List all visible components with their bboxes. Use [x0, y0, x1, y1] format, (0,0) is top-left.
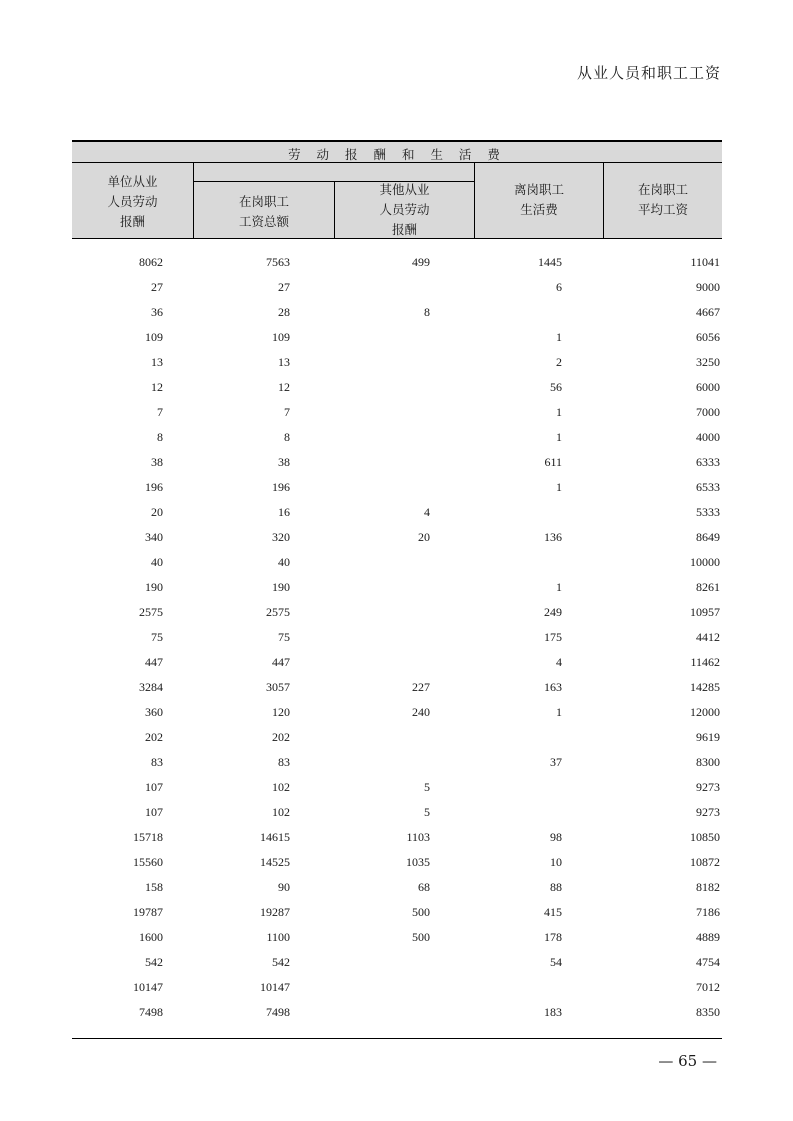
table-row: [72, 451, 722, 476]
table-cell: 27: [278, 280, 290, 294]
table-cell: 249: [544, 605, 562, 619]
table-row: [72, 976, 722, 1001]
table-cell: 1: [556, 580, 562, 594]
table-cell: 6333: [696, 455, 720, 469]
table-cell: 1103: [406, 830, 430, 844]
table-cell: 14615: [260, 830, 290, 844]
table-cell: 107: [145, 805, 163, 819]
table-cell: 5: [424, 780, 430, 794]
table-row: [72, 401, 722, 426]
table-cell: 37: [550, 755, 562, 769]
table-cell: 2575: [139, 605, 163, 619]
table-cell: 15560: [133, 855, 163, 869]
table-cell: 6000: [696, 380, 720, 394]
table-cell: 3284: [139, 680, 163, 694]
table-cell: 28: [278, 305, 290, 319]
table-cell: 102: [272, 805, 290, 819]
table-cell: 98: [550, 830, 562, 844]
table-cell: 542: [145, 955, 163, 969]
table-cell: 15718: [133, 830, 163, 844]
table-cell: 88: [550, 880, 562, 894]
table-row: [72, 626, 722, 651]
table-cell: 1: [556, 480, 562, 494]
table-cell: 2: [556, 355, 562, 369]
table-row: [72, 351, 722, 376]
table-cell: 4: [424, 505, 430, 519]
table-cell: 38: [278, 455, 290, 469]
table-cell: 183: [544, 1005, 562, 1019]
table-cell: 10872: [690, 855, 720, 869]
table-cell: 3250: [696, 355, 720, 369]
table-cell: 56: [550, 380, 562, 394]
table-row: [72, 426, 722, 451]
table-row: [72, 776, 722, 801]
table-row: [72, 951, 722, 976]
header-onpost-average-wage: 在岗职工 平均工资: [637, 182, 688, 217]
table-cell: 500: [412, 930, 430, 944]
table-cell: 360: [145, 705, 163, 719]
table-cell: 8062: [139, 255, 163, 269]
table-cell: 7186: [696, 905, 720, 919]
table-cell: 415: [544, 905, 562, 919]
table-cell: 196: [145, 480, 163, 494]
table-cell: 542: [272, 955, 290, 969]
table-cell: 10957: [690, 605, 720, 619]
table-cell: 9000: [696, 280, 720, 294]
table-row: [72, 526, 722, 551]
table-row: [72, 801, 722, 826]
table-cell: 7000: [696, 405, 720, 419]
table-cell: 447: [272, 655, 290, 669]
table-cell: 9273: [696, 805, 720, 819]
table-cell: 11041: [690, 255, 720, 269]
table-cell: 1445: [538, 255, 562, 269]
table-row: [72, 376, 722, 401]
table-cell: 120: [272, 705, 290, 719]
table-cell: 109: [145, 330, 163, 344]
header-offpost-living-expense: 离岗职工 生活费: [513, 182, 564, 217]
table-row: [72, 926, 722, 951]
table-cell: 320: [272, 530, 290, 544]
table-cell: 8649: [696, 530, 720, 544]
table-cell: 3057: [266, 680, 290, 694]
table-cell: 20: [418, 530, 430, 544]
table-cell: 202: [272, 730, 290, 744]
header-unit-labor-remuneration: 单位从业 人员劳动 报酬: [107, 174, 158, 229]
table-cell: 13: [278, 355, 290, 369]
table-cell: 40: [278, 555, 290, 569]
table-cell: 7: [157, 405, 163, 419]
table-cell: 1: [556, 430, 562, 444]
table-row: [72, 651, 722, 676]
table-cell: 202: [145, 730, 163, 744]
table-cell: 7: [284, 405, 290, 419]
table-cell: 75: [151, 630, 163, 644]
table-cell: 1100: [266, 930, 290, 944]
table-row: [72, 701, 722, 726]
table-cell: 19787: [133, 905, 163, 919]
table-cell: 6: [556, 280, 562, 294]
table-cell: 12000: [690, 705, 720, 719]
table-cell: 12: [278, 380, 290, 394]
table-cell: 8: [284, 430, 290, 444]
table-cell: 4412: [696, 630, 720, 644]
table-cell: 8: [157, 430, 163, 444]
table-body: [72, 239, 722, 1026]
table-cell: 158: [145, 880, 163, 894]
table-cell: 8: [424, 305, 430, 319]
table-bottom-rule: [72, 1038, 722, 1039]
table-cell: 54: [550, 955, 562, 969]
table-cell: 4754: [696, 955, 720, 969]
table-cell: 10147: [260, 980, 290, 994]
page-number: — 65 —: [658, 1052, 717, 1070]
table-cell: 75: [278, 630, 290, 644]
table-cell: 2575: [266, 605, 290, 619]
table-row: [72, 551, 722, 576]
table-cell: 12: [151, 380, 163, 394]
table-row: [72, 601, 722, 626]
table-cell: 8350: [696, 1005, 720, 1019]
table-cell: 10: [550, 855, 562, 869]
table-cell: 27: [151, 280, 163, 294]
table-row: [72, 851, 722, 876]
table-row: [72, 901, 722, 926]
table-row: [72, 301, 722, 326]
table-cell: 1600: [139, 930, 163, 944]
table-cell: 11462: [690, 655, 720, 669]
table-cell: 68: [418, 880, 430, 894]
table-row: [72, 251, 722, 276]
table-cell: 14285: [690, 680, 720, 694]
table-cell: 175: [544, 630, 562, 644]
table-cell: 163: [544, 680, 562, 694]
table-cell: 38: [151, 455, 163, 469]
table-cell: 13: [151, 355, 163, 369]
table-cell: 227: [412, 680, 430, 694]
table-cell: 6056: [696, 330, 720, 344]
table-cell: 136: [544, 530, 562, 544]
table-cell: 190: [145, 580, 163, 594]
table-row: [72, 1001, 722, 1026]
table-cell: 240: [412, 705, 430, 719]
table-cell: 7563: [266, 255, 290, 269]
table-cell: 196: [272, 480, 290, 494]
table-cell: 83: [278, 755, 290, 769]
table-cell: 40: [151, 555, 163, 569]
table-cell: 36: [151, 305, 163, 319]
table-cell: 9273: [696, 780, 720, 794]
table-cell: 5: [424, 805, 430, 819]
data-table: [72, 140, 722, 1026]
table-row: [72, 476, 722, 501]
table-cell: 14525: [260, 855, 290, 869]
table-cell: 20: [151, 505, 163, 519]
table-cell: 10000: [690, 555, 720, 569]
table-cell: 16: [278, 505, 290, 519]
table-cell: 178: [544, 930, 562, 944]
table-cell: 7498: [266, 1005, 290, 1019]
table-cell: 10850: [690, 830, 720, 844]
table-cell: 499: [412, 255, 430, 269]
table-row: [72, 676, 722, 701]
table-cell: 109: [272, 330, 290, 344]
table-row: [72, 726, 722, 751]
table-cell: 10147: [133, 980, 163, 994]
table-cell: 6533: [696, 480, 720, 494]
table-cell: 90: [278, 880, 290, 894]
table-row: [72, 876, 722, 901]
table-cell: 8182: [696, 880, 720, 894]
table-cell: 7498: [139, 1005, 163, 1019]
table-row: [72, 751, 722, 776]
table-cell: 83: [151, 755, 163, 769]
table-cell: 1: [556, 405, 562, 419]
table-cell: 19287: [260, 905, 290, 919]
table-row: [72, 576, 722, 601]
header-onpost-wage-total: 在岗职工 工资总额: [238, 194, 289, 229]
table-cell: 8300: [696, 755, 720, 769]
table-cell: 1: [556, 330, 562, 344]
table-cell: 8261: [696, 580, 720, 594]
table-cell: 107: [145, 780, 163, 794]
table-cell: 1: [556, 705, 562, 719]
table-cell: 4667: [696, 305, 720, 319]
span-header-title: 劳 动 报 酬 和 生 活 费: [288, 147, 506, 162]
table-cell: 447: [145, 655, 163, 669]
table-row: [72, 326, 722, 351]
table-row: [72, 276, 722, 301]
table-cell: 4000: [696, 430, 720, 444]
table-header: [72, 142, 722, 239]
table-cell: 102: [272, 780, 290, 794]
table-row: [72, 501, 722, 526]
table-cell: 4: [556, 655, 562, 669]
table-cell: 9619: [696, 730, 720, 744]
table-row: [72, 826, 722, 851]
header-other-labor-remuneration: 其他从业 人员劳动 报酬: [379, 182, 430, 237]
table-cell: 7012: [696, 980, 720, 994]
table-cell: 190: [272, 580, 290, 594]
table-cell: 1035: [406, 855, 430, 869]
table-cell: 611: [544, 455, 562, 469]
table-cell: 500: [412, 905, 430, 919]
running-head: 从业人员和职工工资: [576, 64, 721, 82]
table-cell: 4889: [696, 930, 720, 944]
table-cell: 5333: [696, 505, 720, 519]
span-header-divider: [72, 162, 722, 163]
table-cell: 340: [145, 530, 163, 544]
